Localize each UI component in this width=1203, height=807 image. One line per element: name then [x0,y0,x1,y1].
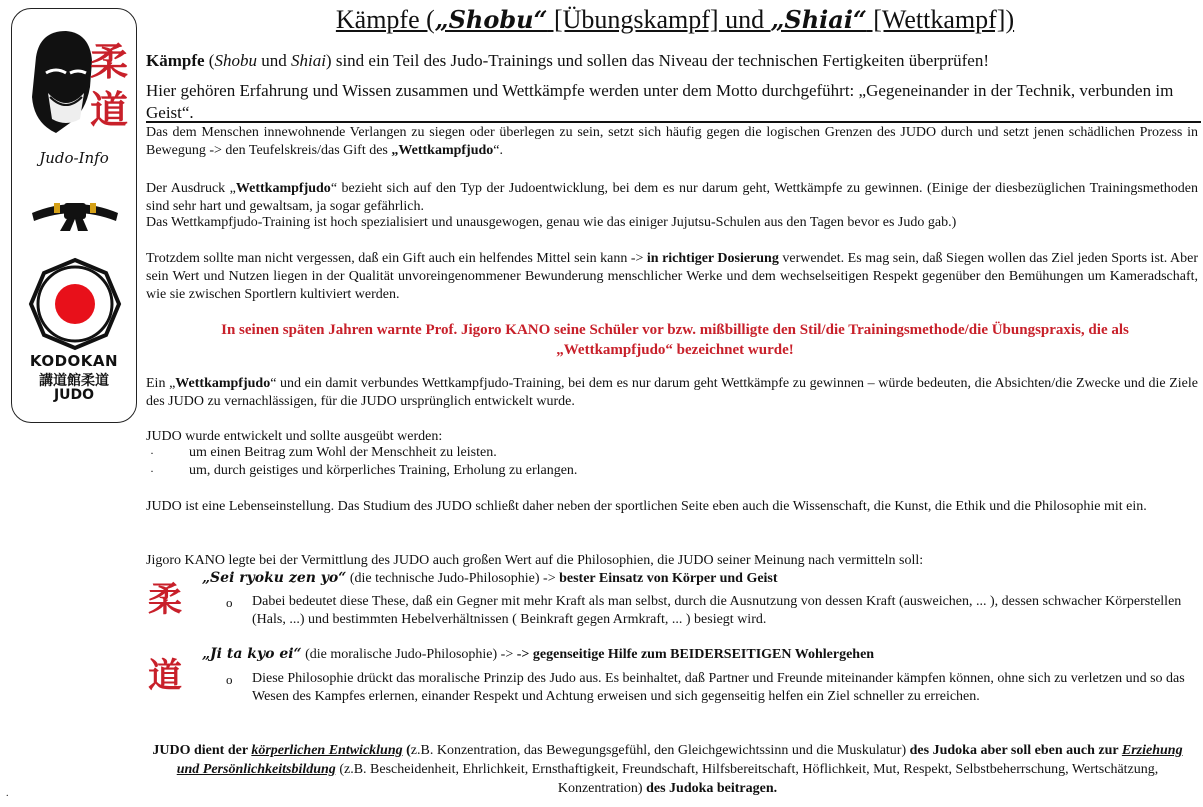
paragraph-2: Der Ausdruck „Wettkampfjudo“ bezieht sich auf den Typ der Judoentwicklung, bei dem es nur darum geht, Wettkämpfe zu gewinnen. (Einige der diesbezüglichen Trainingsmethoden sind sehr hart und gewaltsam, ja sogar gefährlich. [146,181,1198,214]
seiryoku-kanji: 柔 [148,580,182,620]
jita-text: Diese Philosophie drückt das moralische Prinzip des Judo aus. Es beinhaltet, daß Partner und Freunde miteinander kämpfen können, ohne sich zu verletzen und so das Wesen des Kampfes erlernen, einander Respekt und Achtung erweisen und sich gegenseitig helfen ein Ziel schneller zu erreichen. [252,671,1185,704]
corner-dot: . [6,788,9,799]
kanji-ju: 柔 [90,39,129,84]
bullet-marker: · [150,446,154,460]
page-title: Kämpfe („Shobu“ [Übungskampf] und „Shiai“ [Wettkampf]) [335,5,1015,34]
bullet-marker: · [150,464,154,478]
sidebar-card [11,8,137,423]
judo-info-label: Judo-Info [39,149,109,167]
jita-marker: o [226,672,233,687]
judo-label: JUDO [53,387,95,403]
black-belt-icon [30,191,120,231]
jita-kanji: 道 [148,656,182,696]
warning-notice: In seinen späten Jahren warnte Prof. Jigoro KANO seine Schüler vor bzw. mißbilligte den Stil/die Trainingsmethode/die Übungspraxis, die als „Wettkampfjudo“ bezeichnet wurde! [221,322,1129,358]
kanji-do: 道 [90,87,129,132]
paragraph-4: Trotzdem sollte man nicht vergessen, daß ein Gift auch ein helfendes Mittel sein kann -> in richtiger Dosierung verwendet. Es mag sein, daß Siegen wollen das Ziel jeden Sports ist. Aber sein Wert und Nutzen liegen in der Qualität unvoreingenommener Bewunderung menschlicher Werke und dem wechselseitigen Respekt gegenüber den Bemühungen um Kameradschaft, wie sie zwischen Sportlern kultiviert werden. [146,251,1198,302]
paragraph-3: Das Wettkampfjudo-Training ist hoch spezialisiert und unausgewogen, genau wie das einiger Jujutsu-Schulen aus den Tagen bevor es Judo gab.) [146,215,957,230]
paragraph-1: Das dem Menschen innewohnende Verlangen zu siegen oder überlegen zu sein, setzt sich häufig gegen die logischen Grenzen des JUDO durch und setzt jenen schädlichen Prozess in Bewegung -> den Teufelskreis/das Gift des „Wettkampfjudo“. [146,125,1198,158]
divider [146,121,1201,123]
list-item: um, durch geistiges und körperliches Training, Erholung zu erlangen. [189,463,578,478]
paragraph-5: Ein „Wettkampfjudo“ und ein damit verbundes Wettkampfjudo-Training, bei dem es nur darum geht Wettkämpfe zu gewinnen – würde bedeuten, die Absichten/die Zwecke und die Ziele des JUDO zu vernachlässigen, für die JUDO ursprünglich entwickelt wurde. [146,376,1199,409]
kodokan-label: KODOKAN [29,352,119,370]
kodokan-kanji-label: 講道館柔道 [39,373,109,389]
closing-paragraph: JUDO dient der körperlichen Entwicklung (z.B. Konzentration, das Bewegungsgefühl, den Gleichgewichtssinn und die Muskulatur) des Judoka aber soll eben auch zur Erziehung und Persönlichkeitsbildung (z.B. Bescheidenheit, Ehrlichkeit, Ernsthaftigkeit, Freundschaft, Hilfsbereitschaft, Höflichkeit, Mut, Respekt, Selbstbeherrschung, Wertschätzung, Konzentration) des Judoka beitragen. [152,743,1183,796]
lead-paragraph-1: Kämpfe (Shobu und Shiai) sind ein Teil des Judo-Trainings und sollen das Niveau der technischen Fertigkeiten überprüfen! [146,51,990,70]
paragraph-6: JUDO wurde entwickelt und sollte ausgeübt werden: [146,429,443,444]
paragraph-7: JUDO ist eine Lebenseinstellung. Das Studium des JUDO schließt daher neben der sportlichen Seite eben auch die Wissenschaft, die Kunst, die Ethik und die Philosophie mit ein. [146,499,1147,514]
kano-portrait-icon [26,27,96,137]
seiryoku-marker: o [226,595,233,610]
paragraph-8: Jigoro KANO legte bei der Vermittlung des JUDO auch großen Wert auf die Philosophien, die JUDO seiner Meinung nach vermitteln soll: [146,553,924,568]
lead-paragraph-2: Hier gehören Erfahrung und Wissen zusammen und Wettkämpfe werden unter dem Motto durchgeführt: „Gegeneinander in der Technik, verbunden im Geist“. [146,81,1174,122]
jita-heading: „Ji ta kyo ei“ (die moralische Judo-Philosophie) -> -> gegenseitige Hilfe zum BEIDERSEITIGEN Wohlergehen [202,646,875,662]
seiryoku-text: Dabei bedeutet diese These, daß ein Gegner mit mehr Kraft als man selbst, durch die Ausnutzung von dessen Kraft (ausweichen, ... ), dessen schwacher Körperstellen (Hals, ...) und bestimmten Hebelverhältnissen ( Beinkraft gegen Armkraft, ... ) besiegt wird. [252,594,1182,627]
list-item: um einen Beitrag zum Wohl der Menschheit zu leisten. [189,445,497,460]
kodokan-logo-icon [28,257,122,351]
seiryoku-heading: „Sei ryoku zen yo“ (die technische Judo-Philosophie) -> bester Einsatz von Körper und Geist [202,570,778,586]
